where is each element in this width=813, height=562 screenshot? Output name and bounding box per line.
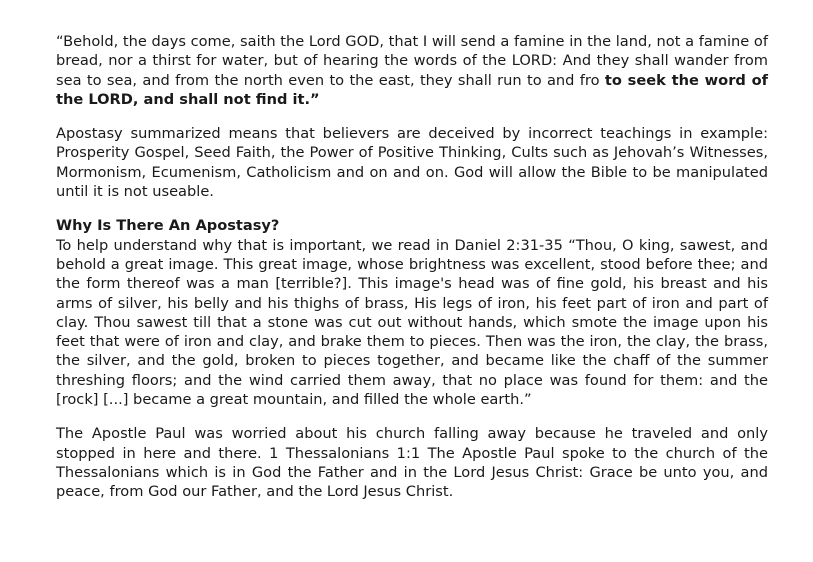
daniel-paragraph: To help understand why that is important, we read in Daniel 2:31-35 “Thou, O king, sawest, and behold a great image. This great image, whose brightness was excellent, stood before thee; and the form thereof was a man [terrible?]. This image's head was of fine gold, his breast and his arms of silver, his belly and his thighs of brass, His legs of iron, his feet part of iron and part of clay. Thou sawest till that a stone was cut out without hands, which smote the image upon his feet that were of iron and clay, and brake them to pieces. Then was the iron, the clay, the brass, the silver, and the gold, broken to pieces together, and became like the chaff of the summer threshing floors; and the wind carried them away, that no place was found for them: and the [rock] [...] became a great mountain, and filled the whole earth.” <box>56 236 768 409</box>
paul-paragraph: The Apostle Paul was worried about his church falling away because he traveled and only stopped in here and there. 1 Thessalonians 1:1 The Apostle Paul spoke to the church of the Thessalonians which is in God the Father and in the Lord Jesus Christ: Grace be unto you, and peace, from God our Father, and the Lord Jesus Christ. <box>56 425 768 501</box>
section-heading: Why Is There An Apostasy? <box>56 217 280 235</box>
apostasy-summary-paragraph: Apostasy summarized means that believers are deceived by incorrect teachings in example: Prosperity Gospel, Seed Faith, the Power of Positive Thinking, Cults such as Jehovah’s Witnesses, Mormonism, Ecumenism, Catholicism and on and on. God will allow the Bible to be manipulated until it is not useable. <box>56 125 768 201</box>
quote-bold-text: to seek the word of the LORD, and shall not find it.” <box>56 71 768 108</box>
document-body <box>56 32 768 517</box>
amos-quote-paragraph <box>56 32 768 109</box>
quote-text: “Behold, the days come, saith the Lord GOD, that I will send a famine in the land, not a famine of bread, nor a thirst for water, but of hearing the words of the LORD: And they shall wander from sea to sea, and from the north even to the east, they shall run to and fro <box>56 33 768 89</box>
